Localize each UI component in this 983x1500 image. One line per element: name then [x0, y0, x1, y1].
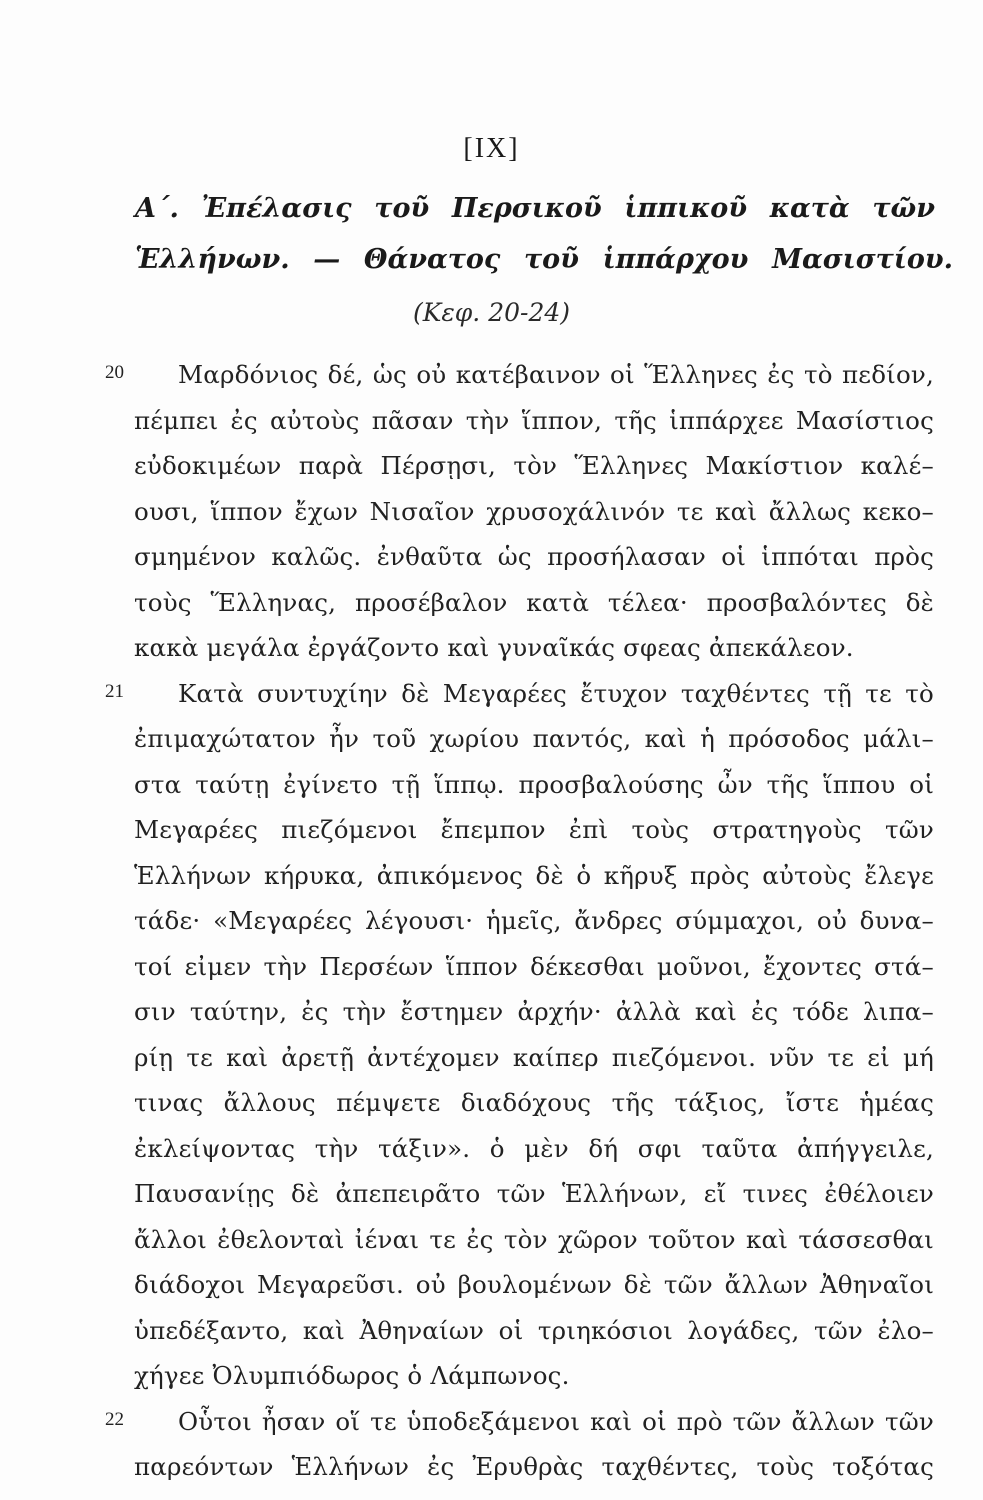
margin-number-22: 22 [105, 1408, 124, 1430]
section-number: [IX] [463, 133, 520, 164]
text-line: ουσι, ἵππον ἔχων Νισαῖον χρυσοχάλινόν τε καὶ ἄλλως κεκο– [134, 496, 934, 526]
text-line: πέμπει ἐς αὐτοὺς πᾶσαν τὴν ἵππον, τῆς ἱππάρχεε Μασίστιος [134, 405, 934, 435]
text-line: ὑπεδέξαντο, καὶ Ἀθηναίων οἱ τριηκόσιοι λογάδες, τῶν ἐλο– [134, 1315, 934, 1345]
text-line: ἄλλοι ἐθελονταὶ ἰέναι τε ἐς τὸν χῶρον τοῦτον καὶ τάσσεσθαι [134, 1224, 934, 1254]
text-line: σμημένον καλῶς. ἐνθαῦτα ὡς προσήλασαν οἱ ἱππόται πρὸς [134, 542, 934, 571]
text-line: Μαρδόνιος δέ, ὡς οὐ κατέβαινον οἱ Ἕλληνες ἐς τὸ πεδίον, [178, 360, 934, 389]
chapter-reference: (Κεφ. 20-24) [412, 298, 571, 327]
text-line: εὐδοκιμέων παρὰ Πέρσῃσι, τὸν Ἕλληνες Μακίστιον καλέ– [134, 451, 934, 480]
text-line: ἐκλείψοντας τὴν τάξιν». ὁ μὲν δή σφι ταῦτα ἀπήγγειλε, [134, 1133, 934, 1163]
text-line: κακὰ μεγάλα ἐργάζοντο καὶ γυναῖκάς σφεας ἀπεκάλεον. [134, 633, 854, 662]
section-title-line-1: Α΄. Ἐπέλασις τοῦ Περσικοῦ ἱππικοῦ κατὰ τῶν [135, 193, 935, 224]
text-line: τινας ἄλλους πέμψετε διαδόχους τῆς τάξιος, ἴστε ἡμέας [134, 1088, 934, 1117]
text-line: Οὗτοι ἦσαν οἵ τε ὑποδεξάμενοι καὶ οἱ πρὸ τῶν ἄλλων τῶν [178, 1406, 934, 1436]
margin-number-21: 21 [105, 680, 124, 702]
text-line: Μεγαρέες πιεζόμενοι ἔπεμπον ἐπὶ τοὺς στρατηγοὺς τῶν [134, 815, 934, 844]
margin-number-20: 20 [105, 362, 124, 383]
text-line: Παυσανίῃς δὲ ἀπεπειρᾶτο τῶν Ἑλλήνων, εἴ τινες ἐθέλοιεν [134, 1179, 934, 1208]
text-line: σιν ταύτην, ἐς τὴν ἔστημεν ἀρχήν· ἀλλὰ καὶ ἐς τόδε λιπα– [134, 997, 934, 1026]
text-line: παρεόντων Ἑλλήνων ἐς Ἐρυθρὰς ταχθέντες, τοὺς τοξότας [134, 1452, 934, 1481]
text-line: τοί εἰμεν τὴν Περσέων ἵππον δέκεσθαι μοῦνοι, ἔχοντες στά– [134, 951, 934, 981]
text-line: τάδε· «Μεγαρέες λέγουσι· ἡμεῖς, ἄνδρες σύμμαχοι, οὐ δυνα– [134, 906, 934, 935]
text-line: διάδοχοι Μεγαρεῦσι. οὐ βουλομένων δὲ τῶν ἄλλων Ἀθηναῖοι [134, 1270, 934, 1299]
text-line: Ἑλλήνων κήρυκα, ἀπικόμενος δὲ ὁ κῆρυξ πρὸς αὐτοὺς ἔλεγε [134, 860, 934, 890]
text-line: ἐπιμαχώτατον ἦν τοῦ χωρίου παντός, καὶ ἡ πρόσοδος μάλι– [134, 724, 934, 753]
text-line: στα ταύτῃ ἐγίνετο τῇ ἵππῳ. προσβαλούσης ὦν τῆς ἵππου οἱ [134, 769, 934, 799]
text-line: χήγεε Ὀλυμπιόδωρος ὁ Λάμπωνος. [134, 1361, 570, 1390]
text-line: ρίῃ τε καὶ ἀρετῇ ἀντέχομεν καίπερ πιεζόμενοι. νῦν τε εἰ μή [134, 1042, 934, 1072]
text-line: τοὺς Ἕλληνας, προσέβαλον κατὰ τέλεα· προσβαλόντες δὲ [134, 587, 934, 617]
text-line: Κατὰ συντυχίην δὲ Μεγαρέες ἔτυχον ταχθέντες τῇ τε τὸ [178, 678, 934, 708]
section-title-line-2: Ἑλλήνων. — Θάνατος τοῦ ἱππάρχου Μασιστίου. [135, 244, 953, 275]
